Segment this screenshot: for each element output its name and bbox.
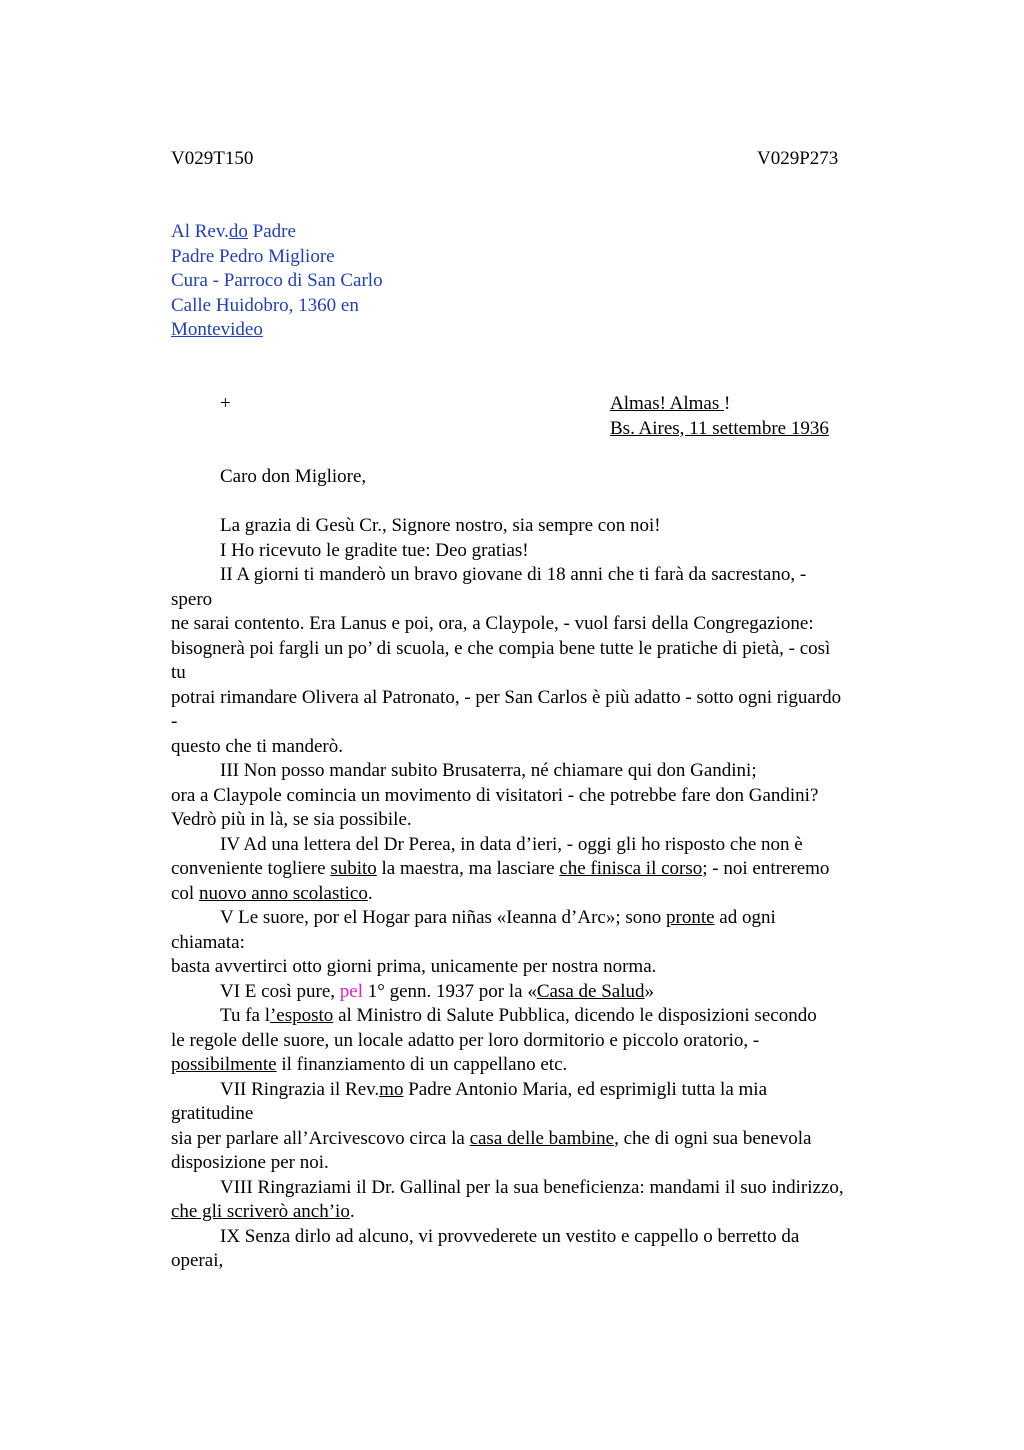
underlined-text: che gli scriverò anch’io <box>171 1201 350 1222</box>
date-text: Bs. Aires, 11 settembre 1936 <box>610 417 829 439</box>
address-line-5 <box>171 318 383 343</box>
highlighted-text: pel <box>339 980 363 1002</box>
reference-code-right: V029P273 <box>757 148 839 169</box>
address-title-abbrev: do <box>228 221 248 242</box>
letter-line: potrai rimandare Olivera al Patronato, - per San Carlos è più adatto - sotto ogni riguardo <box>171 686 842 708</box>
letter-line: Vedrò più in là, se sia possibile. <box>171 809 412 830</box>
letter-line <box>171 882 911 907</box>
text-run: conveniente togliere <box>171 858 331 879</box>
text-run: VI E così pure, <box>220 980 340 1002</box>
text-run: la maestra, ma lasciare <box>376 858 560 879</box>
text-run: col <box>171 882 199 904</box>
address-line-4: Calle Huidobro, 1360 en <box>171 294 359 316</box>
text-run: . <box>349 1201 355 1222</box>
letter-line: I Ho ricevuto le gradite tue: Deo gratias! <box>220 539 529 561</box>
underlined-text: ’esposto <box>269 1005 334 1026</box>
letter-line: IV Ad una lettera del Dr Perea, in data d’ieri, - oggi gli ho risposto che non è <box>220 833 803 855</box>
letter-line: basta avvertirci otto giorni prima, unicamente per nostra norma. <box>171 956 657 977</box>
letter-line: VIII Ringraziami il Dr. Gallinal per la sua beneficienza: mandami il suo indirizzo, <box>220 1176 844 1198</box>
letter-line: chiamata: <box>171 931 245 953</box>
underlined-text: pronte <box>666 907 715 928</box>
letter-line: bisognerà poi fargli un po’ di scuola, e che compia bene tutte le pratiche di pietà, - così <box>171 637 831 659</box>
underlined-text: mo <box>379 1078 404 1100</box>
text-run: Tu fa l <box>220 1005 270 1026</box>
underlined-text: Casa de Salud <box>536 980 645 1002</box>
motto-and-date <box>610 392 829 441</box>
date <box>610 417 829 442</box>
letter-line: IX Senza dirlo ad alcuno, vi provvederete un vestito e cappello o berretto da <box>220 1225 800 1247</box>
text-run: al Ministro di Salute Pubblica, dicendo le disposizioni secondo <box>333 1005 817 1026</box>
letter-line <box>171 1053 911 1078</box>
underlined-text: casa delle bambine <box>469 1127 615 1149</box>
address-title-suffix: Padre <box>247 221 296 242</box>
letter-line: operai, <box>171 1250 224 1271</box>
address-title-prefix: Al Rev. <box>171 221 229 242</box>
letter-line: tu <box>171 662 186 683</box>
letter-line: spero <box>171 588 213 610</box>
letter-line: III Non posso mandar subito Brusaterra, né chiamare qui don Gandini; <box>220 760 757 781</box>
address-line-3: Cura - Parroco di San Carlo <box>171 270 383 291</box>
letter-line: La grazia di Gesù Cr., Signore nostro, sia sempre con noi! <box>220 515 661 536</box>
salutation: Caro don Migliore, <box>220 466 367 487</box>
text-run: V Le suore, por el Hogar para niñas «Ieanna d’Arc»; sono <box>220 907 666 928</box>
letter-body <box>171 465 911 1274</box>
letter-line <box>171 857 911 882</box>
text-run: Padre Antonio Maria, ed esprimigli tutta la mia <box>403 1078 768 1100</box>
address-city: Montevideo <box>171 319 263 340</box>
text-run: sia per parlare all’Arcivescovo circa la <box>171 1127 470 1149</box>
letter-line: II A giorni ti manderò un bravo giovane di 18 anni che ti farà da sacrestano, - <box>220 564 807 585</box>
address-line-2: Padre Pedro Migliore <box>171 245 335 267</box>
recipient-address <box>171 220 383 343</box>
underlined-text: subito <box>330 858 377 879</box>
letter-line <box>171 1127 911 1152</box>
motto-exclamation: ! <box>724 393 731 414</box>
paragraph-gap <box>171 490 911 515</box>
letter-line: disposizione per noi. <box>171 1152 329 1173</box>
text-run: il finanziamento di un cappellano etc. <box>276 1054 568 1075</box>
text-run: . <box>367 882 373 904</box>
address-line-1 <box>171 220 383 245</box>
text-run: VII Ringrazia il Rev. <box>220 1078 380 1100</box>
text-run: ; - noi entreremo <box>702 858 830 879</box>
text-run: » <box>644 980 654 1002</box>
text-run: 1° genn. 1937 por la « <box>363 980 537 1002</box>
letter-line <box>171 1004 911 1029</box>
underlined-text: che finisca il corso <box>559 858 703 879</box>
text-run: , che di ogni sua benevola <box>614 1127 812 1149</box>
underlined-text: possibilmente <box>171 1054 277 1075</box>
letter-line <box>171 1200 911 1225</box>
letter-line: ne sarai contento. Era Lanus e poi, ora, a Claypole, - vuol farsi della Congregazione: <box>171 613 814 634</box>
letter-line <box>171 980 911 1005</box>
motto <box>610 392 829 417</box>
letter-line <box>171 906 911 931</box>
letter-line: ora a Claypole comincia un movimento di visitatori - che potrebbe fare don Gandini? <box>171 784 819 806</box>
cross-symbol: + <box>220 393 231 414</box>
letter-line: le regole delle suore, un locale adatto per loro dormitorio e piccolo oratorio, - <box>171 1029 760 1051</box>
underlined-text: nuovo anno scolastico <box>198 882 368 904</box>
letter-line: questo che ti manderò. <box>171 735 344 757</box>
letter-line <box>171 1078 911 1103</box>
text-run: ad ogni <box>714 907 776 928</box>
letter-line: - <box>171 711 178 732</box>
letter-line: gratitudine <box>171 1103 254 1124</box>
reference-code-left: V029T150 <box>171 148 254 169</box>
motto-text: Almas! Almas <box>610 393 724 414</box>
